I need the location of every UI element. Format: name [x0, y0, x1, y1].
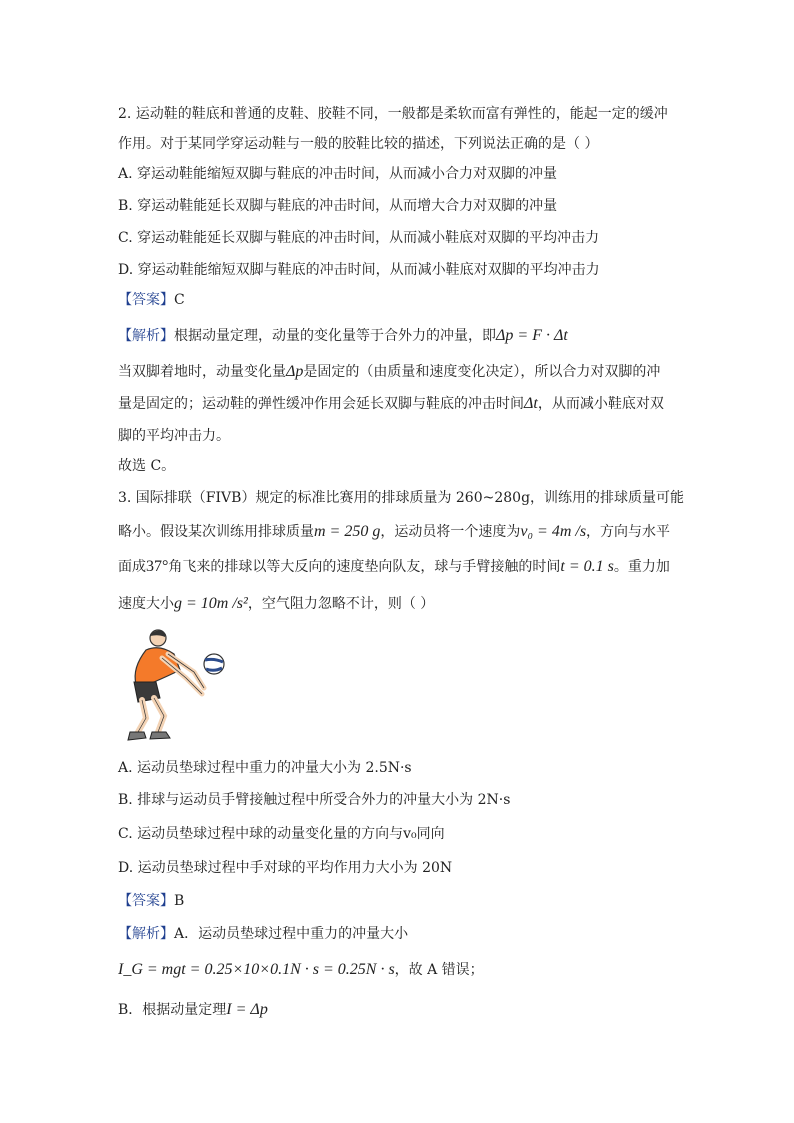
delta-t-symbol: Δt	[524, 395, 538, 412]
stem-text: 面成	[118, 559, 146, 575]
q2-analysis-line4: 脚的平均冲击力。	[118, 428, 230, 444]
gravity-impulse-formula: I_G = mgt = 0.25×10×0.1N · s = 0.25N · s	[118, 961, 395, 978]
q3-stem-line4	[118, 594, 434, 614]
momentum-theorem-formula: Δp = F · Δt	[496, 327, 568, 344]
analysis-text: A．运动员垫球过程中重力的冲量大小	[174, 926, 409, 942]
q2-option-d: D. 穿运动鞋能缩短双脚与鞋底的冲击时间，从而减小鞋底对双脚的平均冲击力	[118, 262, 600, 278]
analysis-text: 是固定的（由质量和速度变化决定），所以合力对双脚的冲	[303, 364, 661, 380]
momentum-theorem-formula: I = Δp	[226, 1001, 268, 1018]
answer-tag: 【答案】	[118, 292, 174, 308]
answer-value: B	[174, 893, 185, 909]
q3-option-c: C. 运动员垫球过程中球的动量变化量的方向与v₀同向	[118, 826, 445, 842]
q3-stem-line3	[118, 557, 670, 577]
analysis-text: ，从而减小鞋底对双	[537, 396, 664, 412]
initial-velocity-value: v₀ = 4m /s	[520, 523, 587, 540]
q2-analysis-line3	[118, 394, 664, 414]
q2-conclusion: 故选 C。	[118, 458, 176, 474]
q2-option-c: C. 穿运动鞋能延长双脚与鞋底的冲击时间，从而减小鞋底对双脚的平均冲击力	[118, 230, 600, 246]
stem-text: ，空气阻力忽略不计，则（ ）	[247, 596, 435, 612]
volleyball-icon	[204, 654, 224, 674]
q3-option-d: D. 运动员垫球过程中手对球的平均作用力大小为 20N	[118, 860, 453, 876]
stem-text: 。重力加	[613, 559, 670, 575]
q2-analysis-line2	[118, 362, 660, 382]
analysis-text: 当双脚着地时，动量变化量	[118, 364, 286, 380]
q2-analysis-line1	[118, 326, 568, 346]
contact-time-value: t = 0.1 s	[560, 558, 614, 575]
analysis-tag: 【解析】	[118, 926, 174, 942]
q3-option-b: B. 排球与运动员手臂接触过程中所受合外力的冲量大小为 2N·s	[118, 792, 511, 808]
q3-stem-line2	[118, 522, 670, 542]
analysis-text: 量是固定的；运动鞋的弹性缓冲作用会延长双脚与鞋底的冲击时间	[118, 396, 524, 412]
answer-tag: 【答案】	[118, 893, 174, 909]
volleyball-player-illustration	[124, 628, 232, 748]
q3-analysis-line1	[118, 924, 408, 944]
q2-answer	[118, 290, 185, 310]
analysis-text: ，故 A 错误；	[394, 962, 484, 978]
q2-stem-line2: 作用。对于某同学穿运动鞋与一般的胶鞋比较的描述，下列说法正确的是（ ）	[118, 136, 599, 152]
stem-text: 角飞来的排球以等大反向的速度垫向队友，球与手臂接触的时间	[168, 559, 561, 575]
stem-text: ，运动员将一个速度为	[380, 524, 521, 540]
q2-stem-line1: 2. 运动鞋的鞋底和普通的皮鞋、胶鞋不同，一般都是柔软而富有弹性的，能起一定的缓冲	[118, 106, 668, 122]
q3-stem-line1: 3. 国际排联（FIVB）规定的标准比赛用的排球质量为 260~280g，训练用的排球质量可能	[118, 490, 685, 506]
analysis-tag: 【解析】	[118, 328, 174, 344]
mass-value: m = 250 g	[314, 523, 381, 540]
q2-option-b: B. 穿运动鞋能延长双脚与鞋底的冲击时间，从而增大合力对双脚的冲量	[118, 198, 558, 214]
analysis-text: B．根据动量定理	[118, 1002, 227, 1018]
q2-option-a: A. 穿运动鞋能缩短双脚与鞋底的冲击时间，从而减小合力对双脚的冲量	[118, 166, 558, 182]
stem-text: 速度大小	[118, 596, 174, 612]
angle-value: 37°	[146, 558, 169, 575]
gravity-value: g = 10m /s²	[174, 595, 248, 612]
delta-p-symbol: Δp	[286, 363, 304, 380]
analysis-text: 根据动量定理，动量的变化量等于合外力的冲量，即	[174, 328, 496, 344]
q3-answer	[118, 891, 184, 911]
stem-text: 略小。假设某次训练用排球质量	[118, 524, 314, 540]
q3-analysis-line3	[118, 1000, 268, 1020]
q3-option-a: A. 运动员垫球过程中重力的冲量大小为 2.5N·s	[118, 760, 412, 776]
stem-text: ，方向与水平	[586, 524, 671, 540]
answer-value: C	[174, 292, 185, 308]
q3-analysis-line2	[118, 960, 484, 980]
